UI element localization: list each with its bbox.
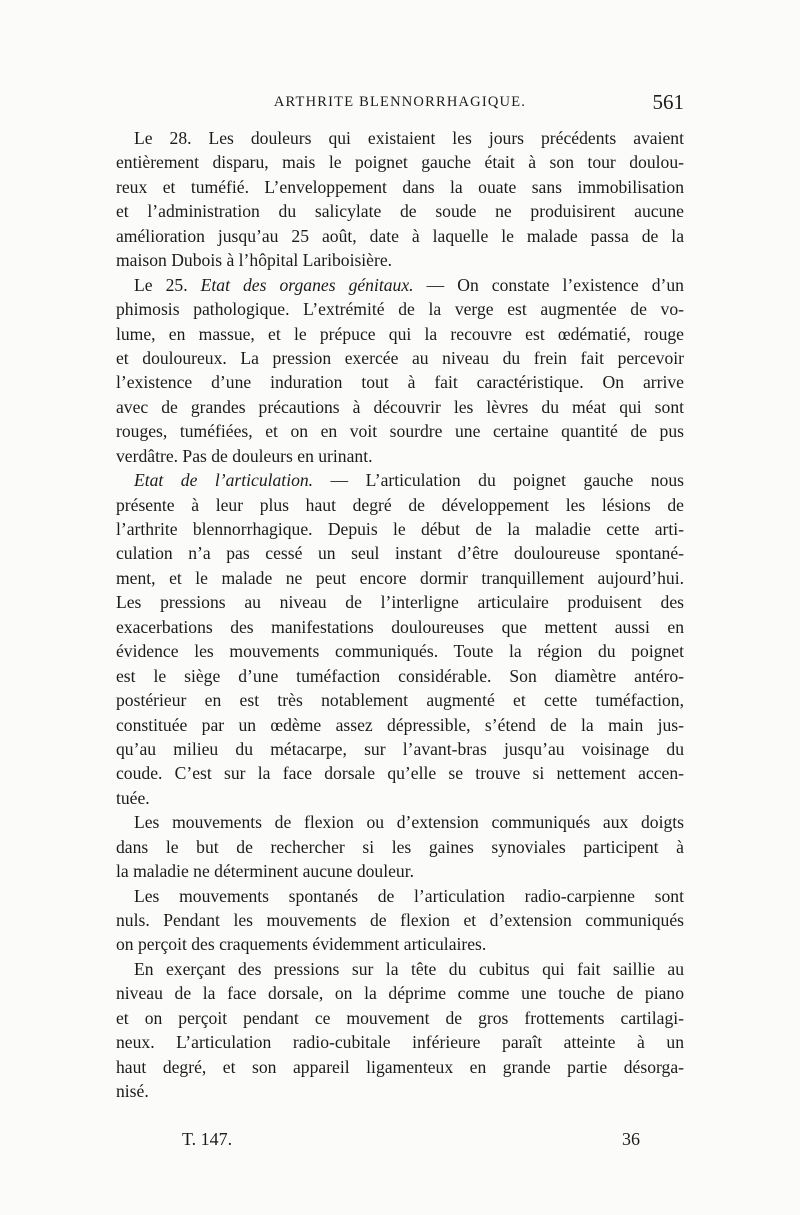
text-line: évidence les mouvements communiqués. Toute la région du poignet (116, 641, 684, 662)
text-line: on perçoit des craquements évidemment articulaires. (116, 934, 487, 955)
text-line: haut degré, et son appareil ligamenteux en grande partie désorga- (116, 1056, 684, 1077)
text-line: amélioration jusqu’au 25 août, date à laquelle le malade passa de la (116, 225, 684, 246)
date-text: Le 25. (134, 274, 188, 295)
text-line: postérieur en est très notablement augmenté et cette tuméfaction, (116, 690, 684, 711)
text-line: avec de grandes précautions à découvrir les lèvres du méat qui sont (116, 396, 684, 417)
text-line: verdâtre. Pas de douleurs en urinant. (116, 445, 373, 466)
page-footer (116, 1129, 684, 1159)
text-line: En exerçant des pressions sur la tête du cubitus qui fait saillie au (134, 958, 684, 979)
text-line: l’arthrite blennorrhagique. Depuis le début de la maladie cette arti- (116, 519, 684, 539)
text-line: nisé. (116, 1081, 149, 1102)
text-line: présente à leur plus haut degré de développement les lésions de (116, 494, 684, 515)
section-heading-genitaux: Etat des organes génitaux. (200, 274, 414, 295)
running-title: ARTHRITE BLENNORRHAGIQUE. (273, 94, 527, 110)
text-line-articulation (116, 468, 684, 492)
text-line: neux. L’articulation radio-cubitale inférieure paraît atteinte à un (116, 1032, 684, 1053)
body-text (116, 126, 684, 1104)
text-line: et on perçoit pendant ce mouvement de gros frottements cartilagi- (116, 1007, 684, 1028)
text-line: Les pressions au niveau de l’interligne articulaire produisent des (116, 592, 684, 613)
text-line: tuée. (116, 787, 150, 808)
text-line: l’existence d’une induration tout à fait caractéristique. On arrive (116, 372, 684, 393)
text-line: phimosis pathologique. L’extrémité de la verge est augmentée de vo- (116, 299, 684, 320)
text-line: ment, et le malade ne peut encore dormir tranquillement aujourd’hui. (116, 567, 684, 588)
text-line: reux et tuméfié. L’enveloppement dans la ouate sans immobilisation (116, 176, 684, 197)
text-line: nuls. Pendant les mouvements de flexion et d’extension communiqués (116, 910, 684, 930)
text-line: exacerbations des manifestations douloureuses que mettent aussi en (116, 616, 684, 637)
text-fragment: — L’articulation du poignet gauche nous (330, 470, 684, 491)
text-line: culation n’a pas cessé un seul instant d’être douloureuse spontané- (116, 543, 684, 564)
text-line: lume, en massue, et le prépuce qui la recouvre est œdématié, rouge (116, 323, 684, 344)
text-line: Les mouvements de flexion ou d’extension communiqués aux doigts (134, 812, 684, 833)
text-line: est le siège d’une tuméfaction considérable. Son diamètre antéro- (116, 665, 684, 686)
text-line: Le 28. Les douleurs qui existaient les jours précédents avaient (134, 128, 684, 148)
text-line: la maladie ne déterminent aucune douleur. (116, 861, 414, 882)
text-line: entièrement disparu, mais le poignet gauche était à son tour doulou- (116, 152, 684, 173)
text-line: rouges, tuméfiées, et on en voit sourdre une certaine quantité de pus (116, 421, 684, 442)
text-line-genitaux (116, 273, 684, 297)
signature-mark: T. 147. (182, 1129, 233, 1149)
text-line: constituée par un œdème assez dépressible, s’étend de la main jus- (116, 714, 684, 735)
sheet-number: 36 (622, 1129, 640, 1149)
page-number: 561 (652, 90, 684, 114)
text-line: qu’au milieu du métacarpe, sur l’avant-bras jusqu’au voisinage du (116, 738, 684, 759)
text-line: et douloureux. La pression exercée au niveau du frein fait percevoir (116, 347, 684, 368)
text-line: coude. C’est sur la face dorsale qu’elle se trouve si nettement accen- (116, 763, 684, 784)
text-line: et l’administration du salicylate de soude ne produisirent aucune (116, 201, 684, 222)
section-heading-articulation: Etat de l’articulation. (134, 470, 314, 491)
text-line: Les mouvements spontanés de l’articulation radio-carpienne sont (134, 885, 684, 906)
text-line: niveau de la face dorsale, on la déprime comme une touche de piano (116, 983, 684, 1004)
running-head (116, 92, 684, 120)
text-fragment: — On constate l’existence d’un (426, 274, 684, 295)
text-line: maison Dubois à l’hôpital Lariboisière. (116, 250, 393, 271)
text-line: dans le but de rechercher si les gaines synoviales participent à (116, 836, 684, 857)
